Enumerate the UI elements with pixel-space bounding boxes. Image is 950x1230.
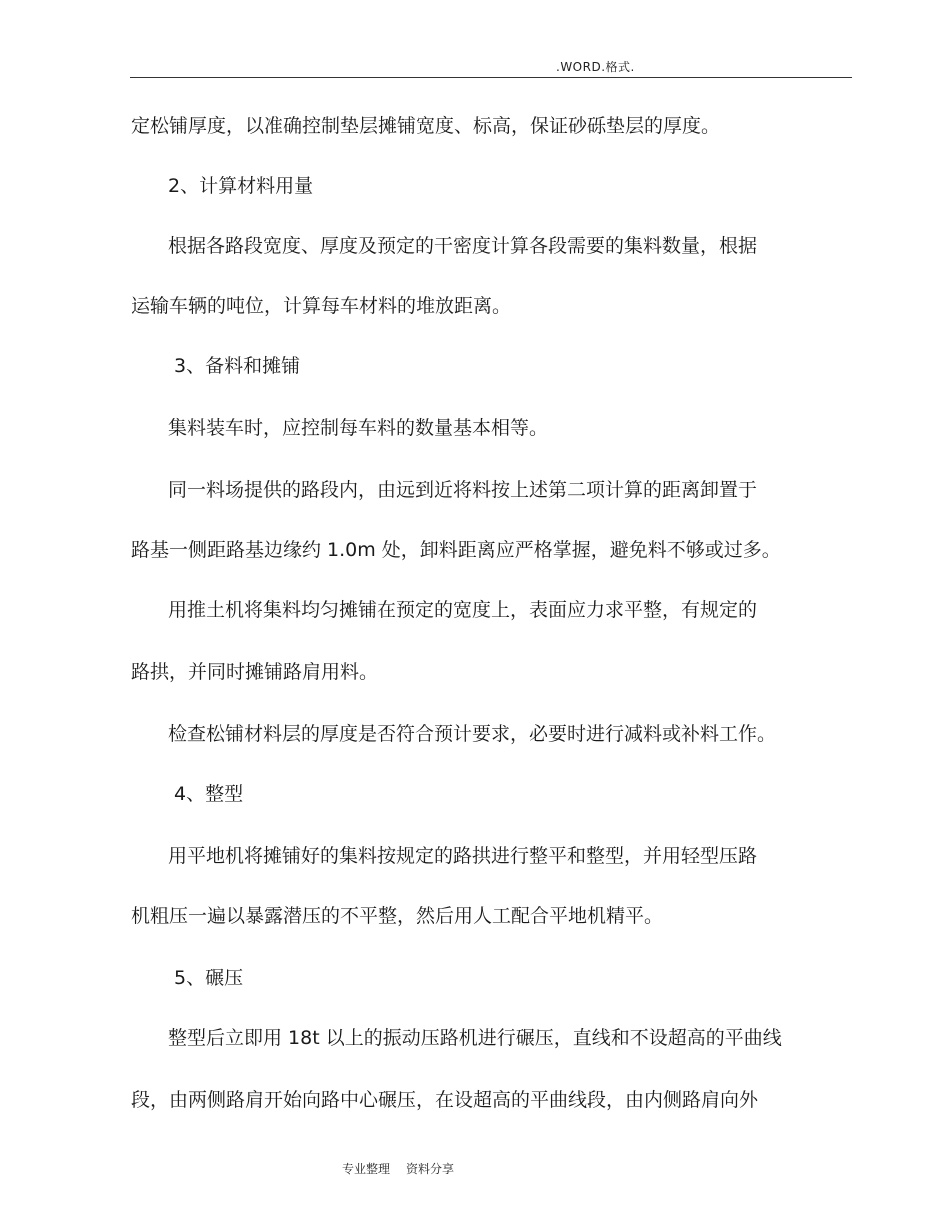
section-heading: 3、备料和摊铺: [174, 355, 301, 377]
body-line: 根据各路段宽度、厚度及预定的干密度计算各段需要的集料数量，根据: [168, 235, 758, 257]
body-line: 整型后立即用 18t 以上的振动压路机进行碾压，直线和不设超高的平曲线: [168, 1027, 782, 1049]
body-line: 检查松铺材料层的厚度是否符合预计要求，必要时进行减料或补料工作。: [168, 723, 777, 745]
section-heading: 4、整型: [174, 783, 244, 805]
body-line: 集料装车时，应控制每车料的数量基本相等。: [168, 417, 549, 439]
section-heading: 2、计算材料用量: [168, 175, 314, 197]
body-line: 定松铺厚度，以准确控制垫层摊铺宽度、标高，保证砂砾垫层的厚度。: [131, 115, 721, 137]
body-line: 运输车辆的吨位，计算每车材料的堆放距离。: [131, 295, 512, 317]
page-footer: [342, 1160, 454, 1177]
body-line: 段，由两侧路肩开始向路中心碾压，在设超高的平曲线段，由内侧路肩向外: [131, 1089, 759, 1111]
body-line: 用平地机将摊铺好的集料按规定的路拱进行整平和整型，并用轻型压路: [168, 845, 758, 867]
footer-right-text: 资料分享: [406, 1162, 455, 1176]
footer-left-text: 专业整理: [342, 1162, 391, 1176]
header-label: .WORD.格式.: [556, 60, 635, 74]
body-line: 路拱，并同时摊铺路肩用料。: [131, 661, 379, 683]
body-line: 路基一侧距路基边缘约 1.0m 处，卸料距离应严格掌握，避免料不够或过多。: [131, 539, 781, 561]
body-line: 用推土机将集料均匀摊铺在预定的宽度上，表面应力求平整，有规定的: [168, 599, 758, 621]
header-divider: [130, 77, 852, 78]
section-heading: 5、碾压: [174, 967, 244, 989]
body-line: 同一料场提供的路段内，由远到近将料按上述第二项计算的距离卸置于: [168, 479, 758, 501]
body-line: 机粗压一遍以暴露潜压的不平整，然后用人工配合平地机精平。: [131, 905, 664, 927]
